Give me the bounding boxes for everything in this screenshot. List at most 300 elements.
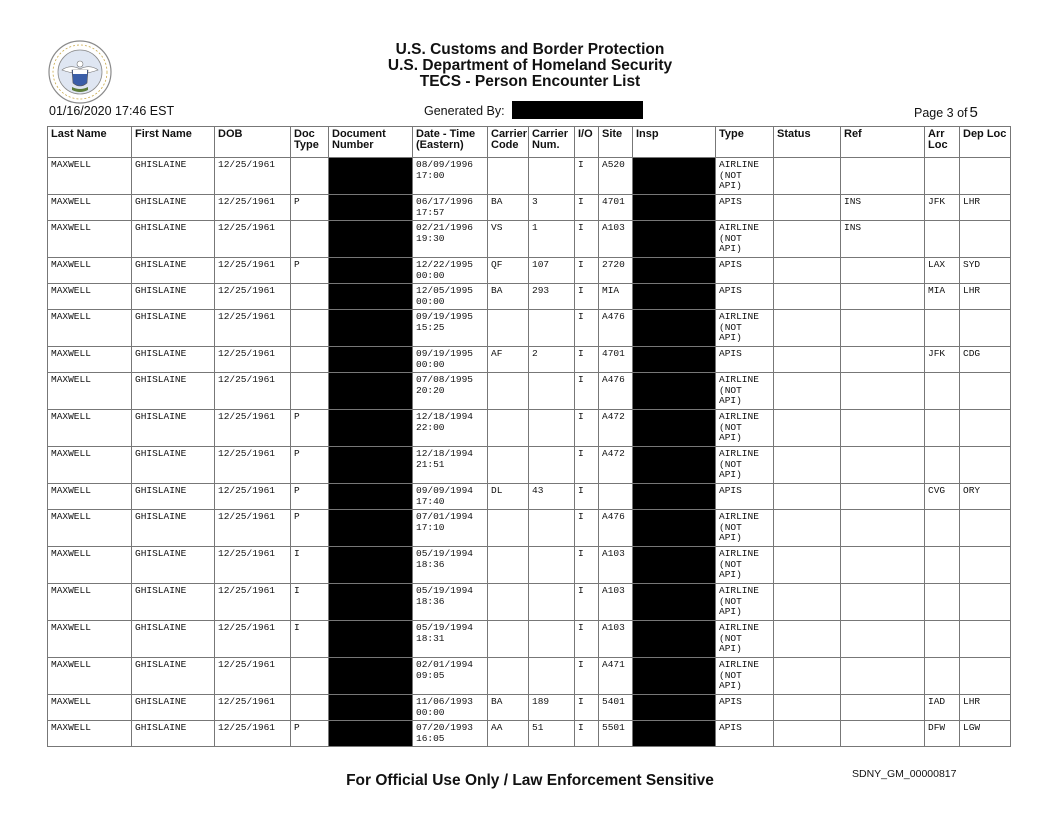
- io-cell: I: [575, 584, 599, 621]
- last-name-cell: MAXWELL: [48, 584, 132, 621]
- io-cell: I: [575, 410, 599, 447]
- site-cell: A471: [599, 658, 633, 695]
- document-number-cell: [329, 547, 413, 584]
- last-name-cell: MAXWELL: [48, 258, 132, 284]
- dob-cell: 12/25/1961: [215, 284, 291, 310]
- carrier-code-cell: DL: [488, 484, 529, 510]
- doc-type-cell: P: [291, 721, 329, 747]
- dep-loc-cell: [960, 221, 1011, 258]
- datetime-cell: 02/21/1996 19:30: [413, 221, 488, 258]
- dob-cell: 12/25/1961: [215, 221, 291, 258]
- insp-cell: [633, 484, 716, 510]
- table-row: [48, 221, 1011, 258]
- document-number-cell: [329, 310, 413, 347]
- io-cell: I: [575, 195, 599, 221]
- carrier-num-cell: 293: [529, 284, 575, 310]
- first-name-cell: GHISLAINE: [132, 373, 215, 410]
- carrier-num-cell: [529, 447, 575, 484]
- io-cell: I: [575, 721, 599, 747]
- io-cell: I: [575, 510, 599, 547]
- first-name-cell: GHISLAINE: [132, 721, 215, 747]
- classification-notice: For Official Use Only / Law Enforcement Sensitive: [346, 772, 714, 789]
- last-name-cell: MAXWELL: [48, 158, 132, 195]
- carrier-code-cell: QF: [488, 258, 529, 284]
- insp-cell: [633, 621, 716, 658]
- type-cell: APIS: [716, 347, 774, 373]
- dep-loc-cell: CDG: [960, 347, 1011, 373]
- doc-type-cell: P: [291, 447, 329, 484]
- site-cell: 4701: [599, 195, 633, 221]
- first-name-cell: GHISLAINE: [132, 410, 215, 447]
- datetime-cell: 07/08/1995 20:20: [413, 373, 488, 410]
- column-header: Carrier Code: [488, 127, 529, 158]
- column-header: Status: [774, 127, 841, 158]
- type-cell: AIRLINE (NOT API): [716, 621, 774, 658]
- datetime-cell: 08/09/1996 17:00: [413, 158, 488, 195]
- status-cell: [774, 510, 841, 547]
- status-cell: [774, 658, 841, 695]
- ref-cell: [841, 284, 925, 310]
- arr-loc-cell: CVG: [925, 484, 960, 510]
- datetime-cell: 09/19/1995 00:00: [413, 347, 488, 373]
- ref-cell: [841, 621, 925, 658]
- first-name-cell: GHISLAINE: [132, 584, 215, 621]
- insp-cell: [633, 547, 716, 584]
- report-title: TECS - Person Encounter List: [419, 73, 641, 90]
- last-name-cell: MAXWELL: [48, 410, 132, 447]
- carrier-code-cell: AA: [488, 721, 529, 747]
- type-cell: APIS: [716, 195, 774, 221]
- carrier-code-cell: [488, 310, 529, 347]
- column-header: DOB: [215, 127, 291, 158]
- site-cell: 4701: [599, 347, 633, 373]
- table-header-row: [48, 127, 1011, 158]
- ref-cell: [841, 373, 925, 410]
- site-cell: A476: [599, 310, 633, 347]
- io-cell: I: [575, 658, 599, 695]
- insp-cell: [633, 195, 716, 221]
- last-name-cell: MAXWELL: [48, 510, 132, 547]
- document-number-cell: [329, 695, 413, 721]
- type-cell: AIRLINE (NOT API): [716, 158, 774, 195]
- column-header: Insp: [633, 127, 716, 158]
- doc-type-cell: [291, 658, 329, 695]
- type-cell: AIRLINE (NOT API): [716, 373, 774, 410]
- dob-cell: 12/25/1961: [215, 258, 291, 284]
- datetime-cell: 07/20/1993 16:05: [413, 721, 488, 747]
- table-row: [48, 721, 1011, 747]
- status-cell: [774, 621, 841, 658]
- site-cell: A476: [599, 373, 633, 410]
- ref-cell: INS: [841, 195, 925, 221]
- table-row: [48, 510, 1011, 547]
- dep-loc-cell: LHR: [960, 284, 1011, 310]
- ref-cell: INS: [841, 221, 925, 258]
- site-cell: A520: [599, 158, 633, 195]
- dep-loc-cell: ORY: [960, 484, 1011, 510]
- carrier-num-cell: 3: [529, 195, 575, 221]
- insp-cell: [633, 410, 716, 447]
- datetime-cell: 07/01/1994 17:10: [413, 510, 488, 547]
- arr-loc-cell: LAX: [925, 258, 960, 284]
- carrier-code-cell: BA: [488, 284, 529, 310]
- page-label: Page 3 of: [914, 106, 968, 120]
- dep-loc-cell: [960, 310, 1011, 347]
- document-number-cell: [329, 484, 413, 510]
- ref-cell: [841, 584, 925, 621]
- column-header: Carrier Num.: [529, 127, 575, 158]
- dep-loc-cell: [960, 373, 1011, 410]
- generated-by-label: Generated By:: [424, 104, 505, 118]
- doc-type-cell: [291, 310, 329, 347]
- carrier-code-cell: [488, 510, 529, 547]
- ref-cell: [841, 547, 925, 584]
- datetime-cell: 11/06/1993 00:00: [413, 695, 488, 721]
- table-row: [48, 284, 1011, 310]
- io-cell: I: [575, 221, 599, 258]
- dob-cell: 12/25/1961: [215, 195, 291, 221]
- type-cell: APIS: [716, 284, 774, 310]
- dep-loc-cell: LHR: [960, 695, 1011, 721]
- carrier-num-cell: [529, 658, 575, 695]
- last-name-cell: MAXWELL: [48, 310, 132, 347]
- document-number-cell: [329, 621, 413, 658]
- site-cell: A103: [599, 621, 633, 658]
- dep-loc-cell: [960, 547, 1011, 584]
- table-row: [48, 547, 1011, 584]
- agency-title: U.S. Customs and Border Protection: [395, 41, 665, 58]
- dob-cell: 12/25/1961: [215, 310, 291, 347]
- type-cell: APIS: [716, 721, 774, 747]
- table-row: [48, 695, 1011, 721]
- arr-loc-cell: [925, 221, 960, 258]
- dob-cell: 12/25/1961: [215, 347, 291, 373]
- io-cell: I: [575, 258, 599, 284]
- last-name-cell: MAXWELL: [48, 621, 132, 658]
- doc-type-cell: [291, 695, 329, 721]
- dep-loc-cell: [960, 158, 1011, 195]
- insp-cell: [633, 447, 716, 484]
- status-cell: [774, 695, 841, 721]
- ref-cell: [841, 695, 925, 721]
- insp-cell: [633, 373, 716, 410]
- doc-type-cell: P: [291, 410, 329, 447]
- last-name-cell: MAXWELL: [48, 484, 132, 510]
- carrier-code-cell: [488, 373, 529, 410]
- type-cell: APIS: [716, 258, 774, 284]
- last-name-cell: MAXWELL: [48, 373, 132, 410]
- carrier-num-cell: [529, 310, 575, 347]
- type-cell: AIRLINE (NOT API): [716, 547, 774, 584]
- doc-type-cell: P: [291, 484, 329, 510]
- ref-cell: [841, 347, 925, 373]
- carrier-num-cell: 43: [529, 484, 575, 510]
- status-cell: [774, 258, 841, 284]
- first-name-cell: GHISLAINE: [132, 484, 215, 510]
- column-header: Doc Type: [291, 127, 329, 158]
- insp-cell: [633, 310, 716, 347]
- arr-loc-cell: [925, 547, 960, 584]
- dob-cell: 12/25/1961: [215, 584, 291, 621]
- last-name-cell: MAXWELL: [48, 721, 132, 747]
- dob-cell: 12/25/1961: [215, 721, 291, 747]
- site-cell: 5401: [599, 695, 633, 721]
- column-header: Last Name: [48, 127, 132, 158]
- arr-loc-cell: [925, 373, 960, 410]
- datetime-cell: 05/19/1994 18:36: [413, 584, 488, 621]
- document-number-cell: [329, 258, 413, 284]
- status-cell: [774, 547, 841, 584]
- io-cell: I: [575, 621, 599, 658]
- table-row: [48, 347, 1011, 373]
- insp-cell: [633, 347, 716, 373]
- ref-cell: [841, 721, 925, 747]
- table-row: [48, 658, 1011, 695]
- status-cell: [774, 484, 841, 510]
- dep-loc-cell: [960, 447, 1011, 484]
- insp-cell: [633, 221, 716, 258]
- first-name-cell: GHISLAINE: [132, 547, 215, 584]
- first-name-cell: GHISLAINE: [132, 284, 215, 310]
- dob-cell: 12/25/1961: [215, 695, 291, 721]
- dep-loc-cell: LGW: [960, 721, 1011, 747]
- doc-type-cell: I: [291, 547, 329, 584]
- type-cell: AIRLINE (NOT API): [716, 510, 774, 547]
- type-cell: APIS: [716, 695, 774, 721]
- datetime-cell: 05/19/1994 18:31: [413, 621, 488, 658]
- arr-loc-cell: [925, 410, 960, 447]
- document-number-cell: [329, 373, 413, 410]
- document-number-cell: [329, 721, 413, 747]
- arr-loc-cell: JFK: [925, 347, 960, 373]
- table-row: [48, 410, 1011, 447]
- carrier-num-cell: 1: [529, 221, 575, 258]
- type-cell: AIRLINE (NOT API): [716, 658, 774, 695]
- type-cell: AIRLINE (NOT API): [716, 584, 774, 621]
- bates-number: SDNY_GM_00000817: [852, 768, 957, 780]
- io-cell: I: [575, 310, 599, 347]
- insp-cell: [633, 721, 716, 747]
- dob-cell: 12/25/1961: [215, 410, 291, 447]
- last-name-cell: MAXWELL: [48, 447, 132, 484]
- ref-cell: [841, 447, 925, 484]
- status-cell: [774, 347, 841, 373]
- table-row: [48, 373, 1011, 410]
- datetime-cell: 09/19/1995 15:25: [413, 310, 488, 347]
- carrier-num-cell: 107: [529, 258, 575, 284]
- carrier-code-cell: AF: [488, 347, 529, 373]
- last-name-cell: MAXWELL: [48, 284, 132, 310]
- arr-loc-cell: [925, 310, 960, 347]
- status-cell: [774, 310, 841, 347]
- column-header: Type: [716, 127, 774, 158]
- arr-loc-cell: IAD: [925, 695, 960, 721]
- datetime-cell: 12/22/1995 00:00: [413, 258, 488, 284]
- table-row: [48, 621, 1011, 658]
- document-number-cell: [329, 221, 413, 258]
- dep-loc-cell: [960, 658, 1011, 695]
- dep-loc-cell: [960, 510, 1011, 547]
- carrier-num-cell: [529, 410, 575, 447]
- status-cell: [774, 284, 841, 310]
- column-header: Document Number: [329, 127, 413, 158]
- io-cell: I: [575, 284, 599, 310]
- document-number-cell: [329, 584, 413, 621]
- arr-loc-cell: [925, 447, 960, 484]
- io-cell: I: [575, 347, 599, 373]
- dob-cell: 12/25/1961: [215, 158, 291, 195]
- first-name-cell: GHISLAINE: [132, 347, 215, 373]
- column-header: Site: [599, 127, 633, 158]
- status-cell: [774, 195, 841, 221]
- arr-loc-cell: [925, 584, 960, 621]
- column-header: Arr Loc: [925, 127, 960, 158]
- first-name-cell: GHISLAINE: [132, 695, 215, 721]
- first-name-cell: GHISLAINE: [132, 310, 215, 347]
- redaction-block: [512, 101, 643, 119]
- table-row: [48, 158, 1011, 195]
- status-cell: [774, 221, 841, 258]
- first-name-cell: GHISLAINE: [132, 658, 215, 695]
- io-cell: I: [575, 547, 599, 584]
- ref-cell: [841, 510, 925, 547]
- insp-cell: [633, 284, 716, 310]
- last-name-cell: MAXWELL: [48, 347, 132, 373]
- carrier-num-cell: 51: [529, 721, 575, 747]
- report-datetime: 01/16/2020 17:46 EST: [49, 104, 175, 118]
- column-header: Ref: [841, 127, 925, 158]
- carrier-code-cell: [488, 584, 529, 621]
- dep-loc-cell: [960, 410, 1011, 447]
- first-name-cell: GHISLAINE: [132, 510, 215, 547]
- doc-type-cell: [291, 221, 329, 258]
- dhs-seal-logo: [48, 40, 112, 104]
- doc-type-cell: [291, 158, 329, 195]
- carrier-code-cell: [488, 658, 529, 695]
- document-number-cell: [329, 447, 413, 484]
- dep-loc-cell: [960, 621, 1011, 658]
- last-name-cell: MAXWELL: [48, 195, 132, 221]
- ref-cell: [841, 410, 925, 447]
- insp-cell: [633, 158, 716, 195]
- io-cell: I: [575, 447, 599, 484]
- site-cell: 5501: [599, 721, 633, 747]
- doc-type-cell: [291, 373, 329, 410]
- first-name-cell: GHISLAINE: [132, 221, 215, 258]
- insp-cell: [633, 695, 716, 721]
- doc-type-cell: [291, 284, 329, 310]
- arr-loc-cell: JFK: [925, 195, 960, 221]
- dep-loc-cell: [960, 584, 1011, 621]
- io-cell: I: [575, 373, 599, 410]
- dob-cell: 12/25/1961: [215, 547, 291, 584]
- ref-cell: [841, 158, 925, 195]
- carrier-code-cell: BA: [488, 195, 529, 221]
- datetime-cell: 02/01/1994 09:05: [413, 658, 488, 695]
- dob-cell: 12/25/1961: [215, 510, 291, 547]
- insp-cell: [633, 658, 716, 695]
- datetime-cell: 12/05/1995 00:00: [413, 284, 488, 310]
- last-name-cell: MAXWELL: [48, 547, 132, 584]
- doc-type-cell: [291, 347, 329, 373]
- table-row: [48, 310, 1011, 347]
- arr-loc-cell: DFW: [925, 721, 960, 747]
- document-number-cell: [329, 195, 413, 221]
- arr-loc-cell: [925, 621, 960, 658]
- column-header: Dep Loc: [960, 127, 1011, 158]
- datetime-cell: 05/19/1994 18:36: [413, 547, 488, 584]
- encounter-table: [47, 126, 1011, 747]
- site-cell: A103: [599, 221, 633, 258]
- type-cell: AIRLINE (NOT API): [716, 410, 774, 447]
- ref-cell: [841, 658, 925, 695]
- carrier-code-cell: [488, 158, 529, 195]
- site-cell: MIA: [599, 284, 633, 310]
- carrier-code-cell: [488, 547, 529, 584]
- column-header: First Name: [132, 127, 215, 158]
- table-row: [48, 584, 1011, 621]
- datetime-cell: 12/18/1994 21:51: [413, 447, 488, 484]
- carrier-num-cell: [529, 584, 575, 621]
- first-name-cell: GHISLAINE: [132, 158, 215, 195]
- io-cell: I: [575, 158, 599, 195]
- doc-type-cell: P: [291, 510, 329, 547]
- doc-type-cell: P: [291, 258, 329, 284]
- page-indicator: [914, 104, 978, 121]
- status-cell: [774, 447, 841, 484]
- carrier-num-cell: 189: [529, 695, 575, 721]
- dob-cell: 12/25/1961: [215, 373, 291, 410]
- carrier-num-cell: [529, 373, 575, 410]
- column-header: Date - Time (Eastern): [413, 127, 488, 158]
- site-cell: 2720: [599, 258, 633, 284]
- carrier-num-cell: [529, 547, 575, 584]
- insp-cell: [633, 584, 716, 621]
- site-cell: A103: [599, 547, 633, 584]
- type-cell: AIRLINE (NOT API): [716, 221, 774, 258]
- carrier-code-cell: VS: [488, 221, 529, 258]
- last-name-cell: MAXWELL: [48, 695, 132, 721]
- ref-cell: [841, 310, 925, 347]
- carrier-num-cell: [529, 621, 575, 658]
- column-header: I/O: [575, 127, 599, 158]
- arr-loc-cell: MIA: [925, 284, 960, 310]
- dob-cell: 12/25/1961: [215, 484, 291, 510]
- document-number-cell: [329, 158, 413, 195]
- table-row: [48, 447, 1011, 484]
- last-name-cell: MAXWELL: [48, 221, 132, 258]
- datetime-cell: 12/18/1994 22:00: [413, 410, 488, 447]
- site-cell: A103: [599, 584, 633, 621]
- first-name-cell: GHISLAINE: [132, 195, 215, 221]
- type-cell: APIS: [716, 484, 774, 510]
- page-total: 5: [969, 104, 978, 121]
- arr-loc-cell: [925, 510, 960, 547]
- type-cell: AIRLINE (NOT API): [716, 447, 774, 484]
- carrier-num-cell: [529, 158, 575, 195]
- doc-type-cell: P: [291, 195, 329, 221]
- document-number-cell: [329, 347, 413, 373]
- datetime-cell: 09/09/1994 17:40: [413, 484, 488, 510]
- doc-type-cell: I: [291, 621, 329, 658]
- carrier-num-cell: [529, 510, 575, 547]
- last-name-cell: MAXWELL: [48, 658, 132, 695]
- first-name-cell: GHISLAINE: [132, 447, 215, 484]
- document-number-cell: [329, 658, 413, 695]
- ref-cell: [841, 258, 925, 284]
- carrier-num-cell: 2: [529, 347, 575, 373]
- carrier-code-cell: [488, 410, 529, 447]
